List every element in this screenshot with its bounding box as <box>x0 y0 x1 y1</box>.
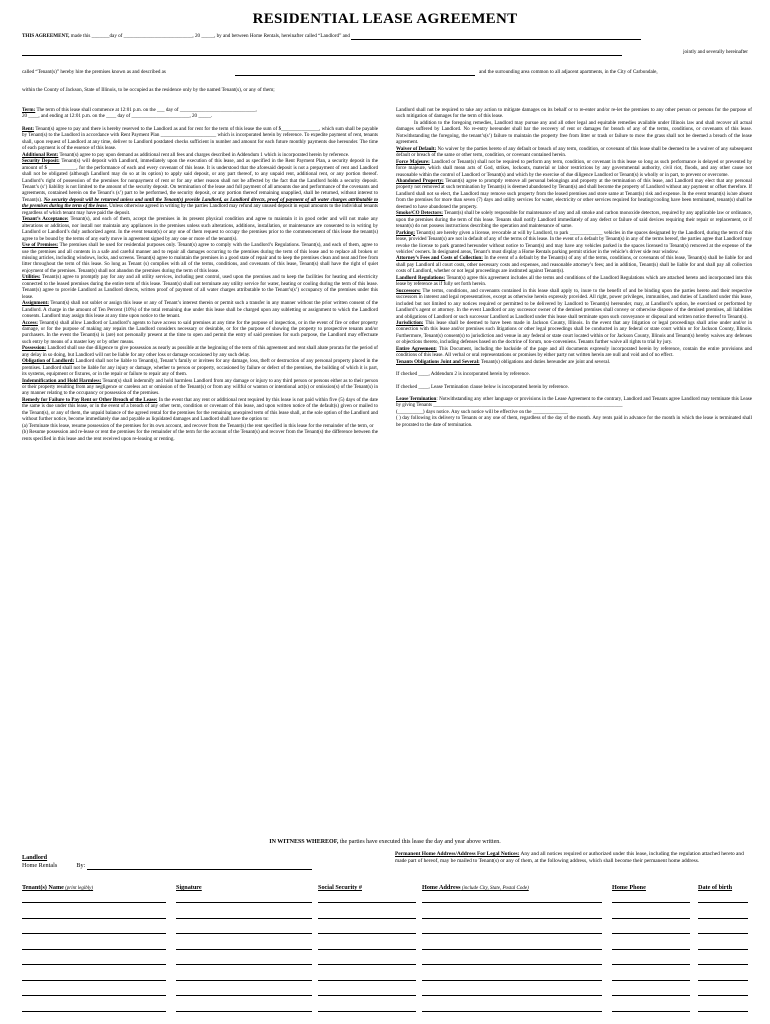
clause-text: Landlord shall use due diligence to give possession as nearly as possible at the beginning of the term of this agreement and rent shall abate prorata for the period of any delay in so doing, but Landlord will not be liable for any other loss or damage occasioned by any such delay. <box>22 345 378 358</box>
date-of-birth-line[interactable] <box>698 1011 748 1012</box>
clause-paragraph <box>22 320 378 346</box>
premises-line[interactable] <box>235 69 475 76</box>
clause-text: In the event that any rent or additional rent required by this lease is not paid within five (5) days of the date the same is due under this lease, or in the event of a breach of any other term, condition or covenant of this lease, and upon written notice of the default(s) given or mailed to the Tenant(s), or any of them, the unpaid balance of the agreed rental for the premises for the remaining unexpired term of this lease shall, at the sole option of the Landlord and without further notice, become immediately due and payable as liquidated damages and Landlord shall have the option to: <box>22 396 378 423</box>
county-text: within the County of Jackson, State of Illinois, to be occupied as the residence only by the named Tenant(s), or any of them; <box>22 87 275 93</box>
ssn-line[interactable] <box>318 980 416 981</box>
clause-text: (__________) days notice. Any such notice will be effective on the ______________ <box>396 408 569 415</box>
clause-text: If checked ____, Addendum 2 is incorporated herein by reference. <box>396 371 530 378</box>
clause-paragraph <box>396 320 752 346</box>
ssn-line[interactable] <box>318 964 416 965</box>
tenant-signature-row <box>22 933 748 934</box>
ssn-line[interactable] <box>318 1011 416 1012</box>
home-phone-line[interactable] <box>612 964 690 965</box>
agreement-label: THIS AGREEMENT, <box>22 33 70 39</box>
clause-paragraph <box>22 397 378 423</box>
clause-paragraph <box>22 358 378 377</box>
clause-heading: Additional Rent: <box>22 151 59 158</box>
clause-text: (a) Terminate this lease, resume possession of the premises for its own account, and recover from the Tenant(s) the rent specified in this lease for the remainder of the term, or <box>22 422 374 429</box>
tenant-signature-row <box>22 918 748 919</box>
col-tenant-name: Tenant(s) Name (print legibly) <box>22 884 94 891</box>
clause-heading: Force Majeure: <box>396 158 430 165</box>
signature-line[interactable] <box>176 933 312 934</box>
clause-heading: Parking: <box>396 229 416 236</box>
county-row <box>22 87 748 94</box>
clause-heading: Smoke/CO Detectors: <box>396 210 443 217</box>
tenant-names-line[interactable] <box>22 49 622 56</box>
clause-text: Tenant(s) will deposit with Landlord, immediately upon the execution of this lease, and as specified in the Rent Payment Plan, a security deposit in the amount of $ ___________, for the performance of each and every covenant of this lease. It is understood that the aforesaid deposit is not a prepayment of rent and Landlord shall not be obligated (although Landlord may do so at its option) to apply said deposit, or any part thereof, to any unpaid rent, additional rent, or any portion thereof. Landlord’s right of possession of the premises for nonpayment of rent or for any other reason shall not be affected by the fact that the Landlord holds a security deposit. Tenant’s (s’) liability is not limited to the amount of the security deposit. On termination of the lease and full payment of all amounts due and performance of the covenants and agreements, contained herein on the Tenant’s (s’) part to be performed, the security deposit, or any portion thereof remaining unapplied, shall be returned, without interest to Tenant(s). <box>22 158 378 203</box>
clause-text: ( ) day following its delivery to Tenants or any one of them, regardless of the day of the month. Any rents paid in advance for the month in which the lease is terminated shall be prorated to the date of termination. <box>396 415 752 428</box>
home-address-line[interactable] <box>422 918 602 919</box>
clause-paragraph <box>22 345 378 358</box>
clause-heading: Indemnification and Hold Harmless: <box>22 377 102 384</box>
clause-heading: Entire Agreement: <box>396 345 437 352</box>
clause-paragraph <box>22 158 378 216</box>
home-phone-line[interactable] <box>612 918 690 919</box>
clause-heading: Obligation of Landlord: <box>22 358 75 365</box>
landlord-name-row <box>22 862 312 870</box>
clause-heading: Security Deposit: <box>22 158 60 165</box>
clause-paragraph <box>22 274 378 300</box>
clause-text: Unless otherwise agreed in writing by the parties Landlord may refund any unused deposit in equal amounts to the individual tenants regardless of which tenant may have paid the deposit. <box>22 203 378 216</box>
home-phone-line[interactable] <box>612 933 690 934</box>
home-address-line[interactable] <box>422 980 602 981</box>
clause-text: This lease shall be deemed to have been made in Jackson County, Illinois. In the event that any litigation or legal proceedings shall arise under and/or in connection with this lease and/or premises such litigations or other legal proceedings shall be conducted in any federal or state court within or for Jackson County, Illinois. Furthermore, Tenant(s) consent(s) to jurisdiction and venue in any federal or state court located within or for Jackson County, Illinois and Tenant(s) hereby waives any defenses or objections thereto, including defenses based on the doctrine of forum, non-conveniens. Tenants further waive all rights to trial by jury. <box>396 319 752 346</box>
clause-text: : Notwithstanding any other language or provisions in the Lease Agreement to the contrary, Landlord and Tenants agree Landlord may terminate this Lease by giving Tenants ___________________________________________________________________________ <box>396 396 752 409</box>
clause-text: This Document, including the backside of the page and all documents expressly incorporated herein by reference, contain the entire provisions and conditions of this lease. All verbal or oral representations or promises by either party not written herein are null and void and of no effect. <box>396 345 752 359</box>
signature-line[interactable] <box>176 995 312 996</box>
date-of-birth-line[interactable] <box>698 995 748 996</box>
clause-text: Tenant(s) agree to pay and there is hereby reserved to the Landlord as and for rent for the term of this lease the sum of $_______________, which sum shall be payable by Tenant(s) to the Landlord in accordance with Rent Payment Plan ______________________ which is incorporated herein by reference. To expedite payment of rent, tenants shall, upon request of Landlord at any time, deliver to Landlord postdated checks sufficient in number and amount for each future monthly payments due hereunder. The time of each payment is of the essence of this lease. <box>22 125 378 152</box>
clause-text: Tenant(s) agree to promptly pay for any and all utility services, including pest control, used upon the premises and to keep the facilities for heating and electricity connected to the leased premises during the entire term of this lease. Tenant(s) shall not terminate any utility service for water, heating or cooling during the term of this lease. Tenant(s) agree to provide Landlord as Landlord directs, written proof of payment of all water charges attributable to the Tenant’s(s’) occupancy of the premises under this lease. <box>22 274 378 300</box>
clause-heading: Landlord Regulations: <box>396 274 446 281</box>
agreement-intro <box>22 33 748 40</box>
tenant-signature-row <box>22 964 748 965</box>
clause-paragraph <box>22 378 378 397</box>
clause-emphasis: No security deposit will be returned unless and until the Tenant(s) provide Landlord, as Landlord directs, proof of payment of all water charges attributable to the premises during the term of the lease. <box>22 196 378 210</box>
clause-text: Landlord or Tenant(s) shall not be required to perform any term, condition, or covenant in this lease so long as such performance is delayed or prevented by force majeure, which shall mean acts of God, strikes, lockouts, material or labor restrictions by any governmental authority, civil riot, floods, and any other cause not reasonable within the control of Landlord or Tenant(s) and which by the exercise of due diligence Landlord or Tenant(s) is wholly or in part, to prevent or overcome. <box>396 158 752 178</box>
clause-heading: Use of Premises: <box>22 242 59 249</box>
lease-page <box>22 10 748 94</box>
clause-heading: Abandoned Property: <box>396 177 444 184</box>
ssn-line[interactable] <box>318 902 416 903</box>
agreement-text: made this _______day of ___________________________, 20 _____, by and between Home Rentals, hereinafter called “Landlord” and <box>69 33 350 39</box>
clause-paragraph <box>22 242 378 274</box>
witness-lead: IN WITNESS WHEREOF, <box>269 839 339 845</box>
home-address-line[interactable] <box>422 995 602 996</box>
clause-text: The premises shall be used for residential purposes only. Tenant(s) agree to comply with the Landlord’s Regulations. Tenant(s), and each of them, agree to use the premises and all contents in a safe and careful manner and to repair all damages occurring to the premises during the term of this lease and to replace all broken or missing articles, including windows, locks, and screens. Tenant(s) agree to maintain the premises in a good state of repair and to keep the premises clean and neat and free from litter throughout the term of this lease. So long as Tenant (s) complies with all of the terms, conditions, and covenants of this lease, Tenant(s) shall have the right of quiet enjoyment of the premises. Tenant(s) shall not abandon the premises during the term of this lease. <box>22 242 378 274</box>
clause-heading: Remedy for Failure to Pay Rent or Other Breach of the Lease: <box>22 396 158 403</box>
clause-text: Tenant(s) agree to pay upon demand as additional rent all fees and charges described in Addendum 1 which is incorporated herein by reference. <box>58 151 350 158</box>
tenant-name-line[interactable] <box>22 949 166 950</box>
tenant-name-line[interactable] <box>22 933 166 934</box>
home-address-line[interactable] <box>422 902 602 903</box>
home-address-line[interactable] <box>422 964 602 965</box>
notices-text: Any and all notices required or authorized under this lease, including the regulation attached hereto and made part of hereof, may be mailed to Tenant(s) or any of them, at the following address, which shall become their permanent home address. <box>395 851 744 864</box>
clause-heading: Tenants Obligations Joint and Several: <box>396 358 480 365</box>
area-text: and the surrounding area common to all adjacent apartments, in the City of Carbondale, <box>479 69 658 75</box>
called-text: called “Tenant(s)” hereby hire the premises known as and described as <box>22 69 166 75</box>
clause-text: Tenant(s), and each of them, accept the premises in its present physical condition and agree to maintain it in good order and will not make any alterations or additions, nor install nor maintain any appliances in the premises unless such alterations, additions, installation, or maintenance are consented to in writing by Landlord or Landlord’s duly authorized agent. In the event tenant(s) or any one of them request to occupy the premises prior to the commencement of this lease the tenant(s) agree to be bound by the terms of any early move in agreement signed by any one or more of the tenant(s). <box>22 216 378 242</box>
home-phone-line[interactable] <box>612 949 690 950</box>
clause-text: Tenant(s) agree this agreement includes all the terms and conditions of the Landlord Regulations which are attached hereto and incorporated into this lease by reference as if fully set forth herein. <box>396 274 752 288</box>
left-column <box>22 107 378 442</box>
clause-paragraph <box>396 396 752 409</box>
legal-notices-block <box>395 851 748 865</box>
clause-paragraph <box>396 275 752 288</box>
clause-paragraph <box>22 216 378 242</box>
col-home-address: Home Address (include City, State, Postal Code) <box>422 884 529 891</box>
landlord-name: Home Rentals <box>22 862 58 869</box>
tenant-name-line[interactable] <box>22 902 166 903</box>
signature-line[interactable] <box>176 902 312 903</box>
clause-text: In addition to the foregoing remedies, Landlord may pursue any and all other legal and equitable remedies available under Illinois law and shall recover all actual damages suffered by Landlord. No re-entry hereunder shall bar the recovery of rent or damages for breach of any of the terms, conditions, or covenants of this lease. Notwithstanding the foregoing, the tenant’s(s’) failure to maintain the property free from litter or trash or failure to mow the grass shall not be deemed a breach of the lease agreement. <box>396 119 752 146</box>
page-title: RESIDENTIAL LEASE AGREEMENT <box>252 11 518 27</box>
col-date-of-birth: Date of birth <box>698 884 733 891</box>
clause-heading: Possession: <box>22 345 47 352</box>
landlord-by: By: <box>76 862 86 869</box>
clause-text: Tenant(s) are hereby given a license, revocable at will by Landlord, to park _____________ vehicles in the spaces designated by the Landlord, during the term of this lease, provided Tenant(s) are not in default of any of the terms of this lease. In the event of a default by Tenant(s) in any of the terms hereof, the parties agree that Landlord may revoke the license to park granted hereunder without notice to Tenant(s) and may have any vehicles parked in the spaces licensed to Tenant(s) removed at the expense of the vehicles’ owners. In designated areas, Tenant’s must display a Home Rentals parking permit sticker in the vehicle’s driver side rear window. <box>396 229 752 255</box>
clause-text: Tenant(s) obligations and duties hereunder are joint and several. <box>479 358 611 365</box>
home-phone-line[interactable] <box>612 902 690 903</box>
clause-text: Landlord shall not be liable to Tenant(s), Tenant’s family or invitees for any damage, loss, theft or destruction of any personal property placed in the premises. Landlord shall not be liable for any injury or damage, whether to person or property, occasioned by failure or defect of the premises, the building of which it is part, its systems, equipment or fixtures, or in the repair or failure to repair any of them. <box>22 358 379 378</box>
witness-line <box>22 839 748 845</box>
date-of-birth-line[interactable] <box>698 980 748 981</box>
clause-text: The term of this lease shall commence at 12:01 p.m. on the ___ day of ______________________________, <box>35 107 257 113</box>
ssn-line[interactable] <box>318 949 416 950</box>
premises-row <box>22 69 748 77</box>
tenant-signature-row <box>22 1011 748 1012</box>
clause-paragraph <box>22 126 378 152</box>
jointly-text: jointly and severally hereinafter <box>683 49 748 55</box>
col-ssn: Social Security # <box>318 884 362 891</box>
clause-paragraph <box>396 210 752 229</box>
lease-body <box>22 107 753 837</box>
date-of-birth-line[interactable] <box>698 918 748 919</box>
clause-paragraph <box>396 120 752 146</box>
landlord-signature-line[interactable] <box>87 863 312 870</box>
home-phone-line[interactable] <box>612 995 690 996</box>
clause-paragraph <box>396 159 752 178</box>
clause-text: No waiver by the parties hereto of any default or breach of any term, condition, or covenant of this lease shall be deemed to be a waiver of any subsequent default or breach of the same or other term, condition, or covenant contained herein. <box>396 145 753 159</box>
clause-paragraph <box>396 107 752 120</box>
clause-heading: Lease Termination <box>396 396 437 403</box>
clause-text: Tenant(s) shall allow Landlord or Landlord’s agents to have access to said premises at any time for the purpose of inspection, or in the event of fire or other property damage, or for the purpose of making any repairs the Landlord considers necessary or desirable, or for the purpose of showing the property to prospective tenants and/or purchasers. In the event the Tenant(s) is (are) not personally present at the time to open and permit the entry of said premises for such purpose, the Landlord may effectuate such entry by means of a master key or by other means. <box>22 319 378 345</box>
clause-paragraph <box>396 178 752 210</box>
clause-heading: Access: <box>22 319 38 326</box>
home-address-line[interactable] <box>422 949 602 950</box>
right-column <box>396 107 752 428</box>
signature-line[interactable] <box>176 1011 312 1012</box>
date-of-birth-line[interactable] <box>698 949 748 950</box>
tenant-name-line[interactable] <box>22 995 166 996</box>
home-phone-line[interactable] <box>612 980 690 981</box>
tenant-name-line[interactable] <box>22 1011 166 1012</box>
clause-heading: Waiver of Default: <box>396 145 437 152</box>
signature-line[interactable] <box>176 964 312 965</box>
clause-paragraph <box>396 230 752 256</box>
signature-line[interactable] <box>176 980 312 981</box>
clause-heading: Assignment: <box>22 300 49 307</box>
col-signature: Signature <box>176 884 202 891</box>
ssn-line[interactable] <box>318 995 416 996</box>
date-of-birth-line[interactable] <box>698 964 748 965</box>
clause-text: (b) Resume possession and re-lease or rent the premises for the remainder of the term for the account of the Tenant(s) and recover from the Tenant(s) the difference between the rents specified in this lease and the rent received upon re-leasing or renting. <box>22 429 378 442</box>
clause-heading: Jurisdiction: <box>396 319 424 326</box>
tenant-name-line[interactable] <box>22 964 166 965</box>
notices-heading: Permanent Home Address/Address For Legal Notices: <box>395 851 520 857</box>
clause-heading: Successors: <box>396 287 421 294</box>
clause-paragraph <box>396 288 752 320</box>
clause-heading: Utilities: <box>22 274 41 281</box>
tenant-signature-row <box>22 949 748 950</box>
clause-heading: Term: <box>22 107 36 113</box>
tenant-name-line[interactable] <box>22 980 166 981</box>
ssn-line[interactable] <box>318 918 416 919</box>
home-address-line[interactable] <box>422 1011 602 1012</box>
signature-table-header <box>22 884 748 894</box>
home-address-line[interactable] <box>422 933 602 934</box>
clause-text: The terms, conditions, and covenants contained in this lease shall apply to, inure to the benefit of and be binding upon the parties hereto and their respective successors in interest and legal representatives, except as otherwise herein expressly provided. All right, power privileges, immunities, and duties of Landlord under this lease, included but not limited to any notices required or permitted to be delivered by Landlord to Tenant(s) hereunder, may, at Landlord’s option, be exercised or performed by Landlord’s agent or attorney. In the event Landlord or any successor owner of the demised premises shall convey or otherwise dispose of the demised premises, all liabilities and obligations of Landlord or such successor Landlord as Landlord under this lease shall terminate upon such conveyance or disposal and written notice thereof to Tenant(s). <box>396 287 752 320</box>
clause-text: Tenant(s) shall indemnify and hold harmless Landlord from any damage or injury to any third person or persons either as to their person or their property resulting from any negligence or careless act or omission of the Tenant(s) or from any willful or wanton or intentional act(s) or omission(s) of the Tenant(s) in any manner relating to the occupancy or possession of the premises. <box>22 377 378 397</box>
clause-paragraph <box>22 429 378 442</box>
clause-paragraph <box>396 415 752 428</box>
clause-text: If checked ____, Lease Termination clause below is incorporated herein by reference. <box>396 383 569 390</box>
tenant-signature-row <box>22 980 748 981</box>
landlord-label: Landlord <box>22 854 48 861</box>
ssn-line[interactable] <box>318 933 416 934</box>
date-of-birth-line[interactable] <box>698 933 748 934</box>
clause-text: Landlord shall not be required to take any action to mitigate damages on its behalf or to re-enter and/or re-let the premises to any other person or persons for the purpose of such mitigation of damages for the term of this lease. <box>396 107 752 120</box>
clause-paragraph <box>396 255 752 274</box>
tenant-names-row <box>22 49 748 57</box>
signature-line[interactable] <box>176 918 312 919</box>
clause-text: 20 ____, and ending at 12:01 p.m. on the ____ day of _______________________, 20 _____. <box>22 113 213 120</box>
signature-line[interactable] <box>176 949 312 950</box>
clause-heading: Rent: <box>22 125 35 132</box>
witness-rest: the parties have executed this lease the day and year above written. <box>338 839 501 845</box>
clause-text: Tenant(s) shall be solely responsible for maintenance of any and all smoke and carbon monoxide detectors, required by any applicable law or ordinance, upon the premises during the term of this lease. Tenants shall notify Landlord immediately of any defect or failure of said devices requiring their repair or replacement, or if tenant(s) do not possess instructions describing the operation and maintenance of same. <box>396 210 752 230</box>
clause-paragraph <box>396 146 752 159</box>
clause-heading: Attorney’s Fees and Costs of Collection: <box>396 255 483 262</box>
clause-paragraph <box>396 346 752 359</box>
col-home-phone: Home Phone <box>612 884 646 891</box>
date-of-birth-line[interactable] <box>698 902 748 903</box>
clause-text: Tenant(s) agree to promptly remove all personal belongings and property at the termination of this lease, and Landlord may elect that any personal property not removed at such termination by Tenant(s) is deemed abandoned by Tenant(s) and shall become the property of Landlord without any payment or offset therefore. If Landlord shall not so elect, the Landlord may remove such property from the leased premises and store same at Tenant(s) risk and expense. In the event tenant(s) is/are absent from the premises for more than seven (7) days and utility services for water, electricity or other services required for heating/cooling have been terminated, tenant(s) shall be deemed to have abandoned the property. <box>396 177 752 210</box>
home-phone-line[interactable] <box>612 1011 690 1012</box>
landlord-block <box>22 854 312 870</box>
clause-text: In the event of a default by the Tenant(s) of any of the terms, conditions, or covenants of this lease, Tenant(s) shall be liable for and shall pay Landlord all court costs, other necessary costs and expenses, and reasonable attorney’s fees; and in addition, Tenant(s) shall be liable for and shall pay all collection costs of Landlord, whether or not legal proceedings are instituted against Tenant(s). <box>396 255 752 275</box>
clause-text: Tenant(s) shall not sublet or assign this lease or any of Tenant’s interest therein or permit such a transfer in any manner without the prior written consent of the Landlord. A charge in the amount of Ten Percent (10%) of the total remaining due under this lease shall be charged upon any subletting or assignment to which the Landlord consents. Landlord may assign this lease at any time upon notice to the tenant. <box>22 300 378 320</box>
tenant-signature-row <box>22 995 748 996</box>
clause-paragraph <box>22 300 378 319</box>
tenant-signature-row <box>22 902 748 903</box>
clause-heading: Tenant’s Acceptance: <box>22 216 69 223</box>
landlord-tenant-line[interactable] <box>351 39 641 40</box>
tenant-name-line[interactable] <box>22 918 166 919</box>
